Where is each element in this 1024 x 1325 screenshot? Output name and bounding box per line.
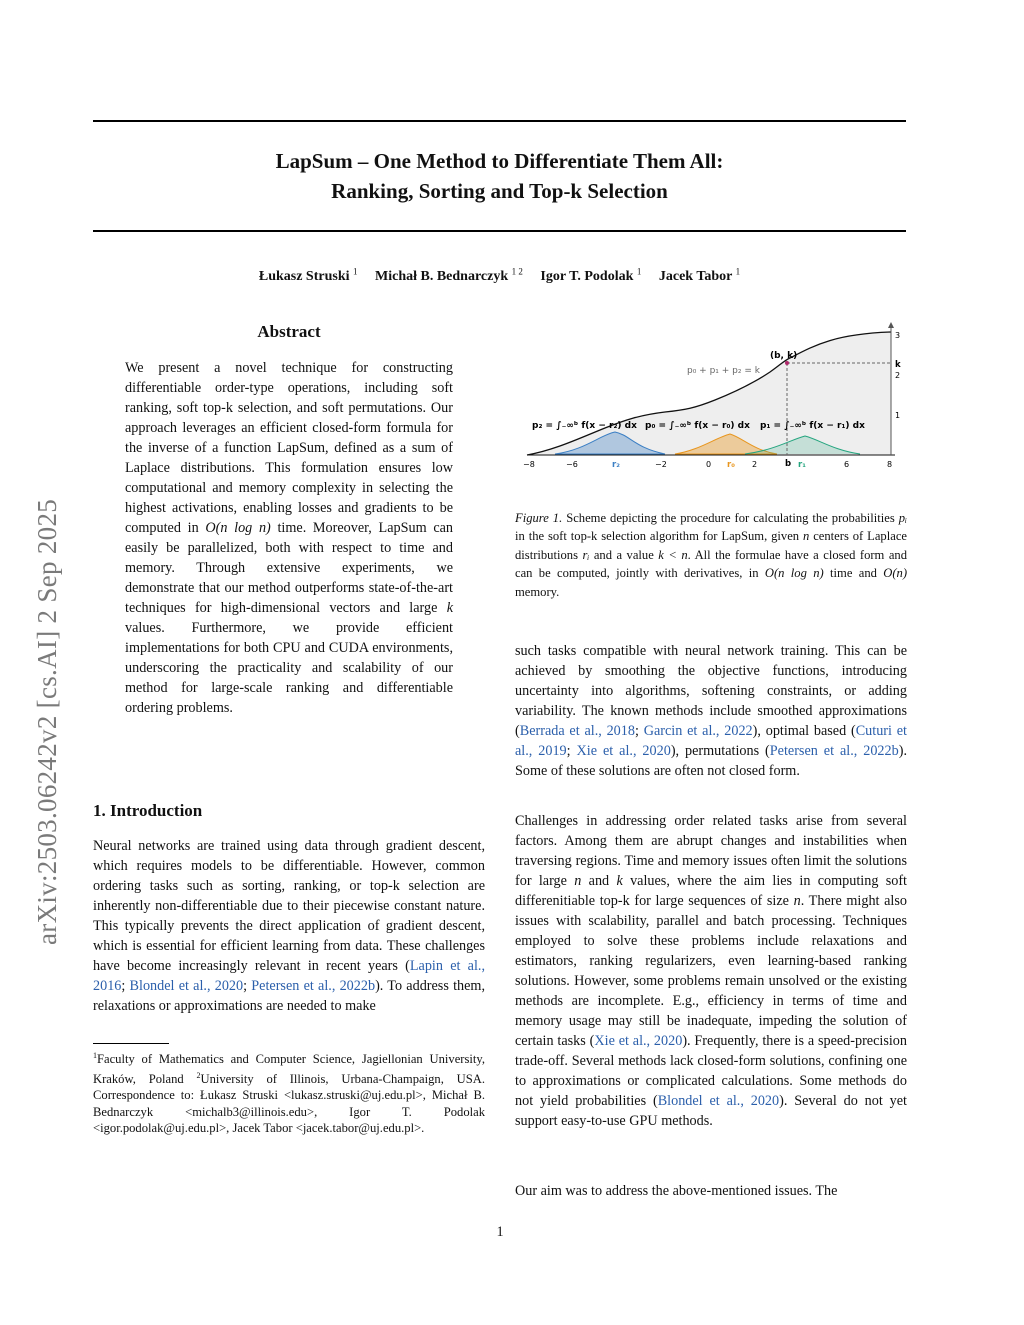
x-tick-label: 8: [887, 460, 893, 469]
x-tick-label: 6: [844, 460, 850, 469]
figure-label: Figure 1.: [515, 511, 563, 525]
footnote-rule: [93, 1043, 169, 1044]
title-top-rule: [93, 120, 906, 122]
y-tick-label: 2: [895, 371, 901, 380]
author: Michał B. Bednarczyk $^{1 2}$: [375, 266, 523, 284]
x-tick-label: −8: [523, 460, 535, 469]
p2-equation: p₂ = ∫₋∞ᵇ f(x − r₂) dx: [532, 421, 637, 431]
x-tick-label: −2: [655, 460, 667, 469]
bk-label: (b, k): [770, 351, 798, 361]
right-column-paragraph-1: such tasks compatible with neural network training. This can be achieved by smoothing the objective functions, introducing uncertainty into algorithms, softening constraints, or adding variability. The known methods include smoothed approximations (Berrada et al., 2018; Garcin et al., 2022), optimal based (Cuturi et al., 2019; Xie et al., 2020), permutations (Petersen et al., 2022b). Some of these solutions are often not closed form.: [515, 643, 907, 779]
section-heading-introduction: 1. Introduction: [93, 801, 203, 820]
p1-equation: p₁ = ∫₋∞ᵇ f(x − r₁) dx: [760, 421, 865, 431]
abstract-body: We present a novel technique for constructing differentiable order-type operations, including soft ranking, soft top-k selection, and soft permutations. Our approach leverages an efficient closed-form formula for the inverse of a function LapSum, defined as a sum of Laplace distributions. This formulation ensures low computational and memory complexity in selecting the highest activations, enabling losses and gradients to be computed in O(n log n) time. Moreover, LapSum can easily be parallelized, both with respect to time and memory. Through extensive experiments, we demonstrate that our method outperforms state-of-the-art techniques for high-dimensional vectors and large k values. Furthermore, we provide efficient implementations for both CPU and CUDA environments, underscoring the practicality and scalability of our method for large-scale ranking and differentiable ordering problems.: [125, 360, 454, 716]
b-label: b: [785, 459, 792, 469]
introduction-paragraph: Neural networks are trained using data through gradient descent, which requires models to be differentiable. However, common ordering tasks such as sorting, ranking, or top-k selection are inherently non-differentiable due to their piecewise constant nature. This typically prevents the direct application of gradient descent, which is essential for efficient learning from data. These challenges have become increasingly relevant in recent years (Lapin et al., 2016; Blondel et al., 2020; Petersen et al., 2022b). To address them, relaxations or approximations are needed to make: [93, 838, 485, 1014]
lapsum-term: LapSum: [378, 520, 427, 536]
author-list: [93, 266, 906, 285]
citation-link[interactable]: Cuturi et al., 2019: [515, 723, 907, 759]
author: Jacek Tabor $^1$: [658, 266, 741, 284]
cdf-area: [527, 332, 891, 455]
figure-1-caption: Figure 1. Scheme depicting the procedure for calculating the probabilities pᵢ in the soft top-k selection algorithm for LapSum, given n centers of Laplace distributions rᵢ and a value k < n. All the formulae have a closed form and can be computed, jointly with derivatives, in O(n log n) time and O(n) memory.: [515, 511, 908, 599]
x-tick-label: 2: [752, 460, 758, 469]
citation-link[interactable]: Garcin et al., 2022: [643, 723, 753, 739]
citation-link[interactable]: Petersen et al., 2022b: [251, 978, 376, 994]
title-line-2: Ranking, Sorting and Top-k Selection: [331, 179, 668, 203]
right-column-paragraph-2: Challenges in addressing order related tasks arise from several factors. Among them are abrupt changes and instabilities when traversing regions. Time and memory issues often limit the solutions for large n and k values, where the aim lies in computing soft differenitiable top-k for large sequences of size n. There might also issues with scalability, parallel and batch processing. Techniques employed to solve these problems include relaxations and estimators, ranking regularizers, even learning-based ranking solutions. However, some problems remain unsolved or the existing methods are incomplete. E.g., efficiency in terms of time and memory usage may still be inadequate, impeding the solution of certain tasks (Xie et al., 2020). Frequently, there is a speed-precision trade-off. Several methods lack closed-form solutions, confining one to approximations or complicated calculations. Some methods do not yield probabilities (Blondel et al., 2020). Several do not yet support easy-to-use GPU methods.: [515, 813, 907, 1129]
right-column-paragraph-3: Our aim was to address the above-mentioned issues. The: [515, 1183, 838, 1199]
figure-1-svg: [515, 320, 907, 472]
y-axis-arrow-icon: [888, 322, 894, 328]
arxiv-stamp: arXiv:2503.06242v2 [cs.AI] 2 Sep 2025: [32, 498, 62, 945]
citation-link[interactable]: Lapin et al., 2016: [93, 958, 485, 994]
citation-link[interactable]: Petersen et al., 2022b: [769, 743, 899, 759]
figure-1-diagram: [515, 320, 907, 472]
title-bottom-rule: [93, 230, 906, 232]
title-line-1: LapSum – One Method to Differentiate Them All:: [275, 149, 724, 173]
citation-link[interactable]: Xie et al., 2020: [594, 1033, 683, 1049]
affiliation-footnote: $^1$Faculty of Mathematics and Computer Science, Jagiellonian University, Kraków, Poland $^2$University of Illinois, Urbana-Champaign, USA. Correspondence to: Łukasz Struski <lukasz.struski@uj.edu.pl>, Michał B. Bednarczyk <michalb3@illinois.edu>, Igor T. Podolak <igor.podolak@uj.edu.pl>, Jacek Tabor <jacek.tabor@uj.edu.pl>.: [93, 1051, 485, 1135]
r2-label: r₂: [612, 460, 620, 470]
paper-title: [93, 146, 906, 206]
sum-equation: p₀ + p₁ + p₂ = k: [687, 366, 760, 376]
citation-link[interactable]: Berrada et al., 2018: [519, 723, 635, 739]
citation-link[interactable]: Blondel et al., 2020: [129, 978, 244, 994]
x-tick-label: −6: [566, 460, 578, 469]
complexity-expr: O(n log n): [205, 520, 271, 536]
y-tick-label: 3: [895, 331, 901, 340]
r1-label: r₁: [798, 460, 806, 470]
x-tick-label: 0: [706, 460, 712, 469]
y-tick-label: 1: [895, 411, 901, 420]
page-number: 1: [496, 1224, 504, 1240]
k-label: k: [895, 360, 901, 370]
citation-link[interactable]: Blondel et al., 2020: [657, 1093, 780, 1109]
lapsum-term: LapSum: [276, 440, 326, 456]
author: Łukasz Struski $^1$: [258, 266, 358, 284]
author: Igor T. Podolak $^1$: [540, 266, 642, 284]
p0-equation: p₀ = ∫₋∞ᵇ f(x − r₀) dx: [645, 421, 750, 431]
citation-link[interactable]: Xie et al., 2020: [576, 743, 671, 759]
bk-point: [785, 361, 789, 365]
abstract-heading: Abstract: [257, 322, 321, 341]
r0-label: r₀: [727, 460, 735, 470]
